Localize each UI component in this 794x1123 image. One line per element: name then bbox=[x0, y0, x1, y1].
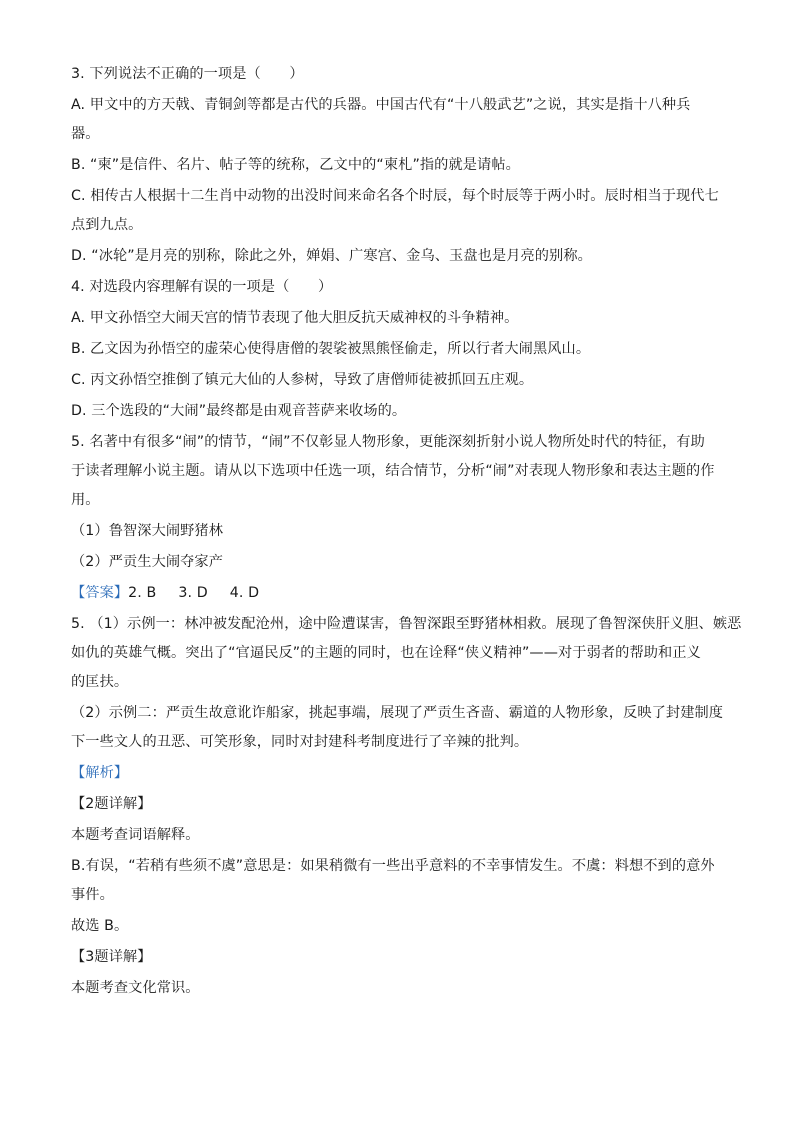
document-page bbox=[71, 64, 742, 1009]
q3-detail-intro: 本题考查文化常识。 bbox=[71, 980, 200, 996]
q5-prompt: 5. 名著中有很多“闹”的情节，“闹”不仅彰显人物形象，更能深刻折射小说人物所处时代的特征，有助 bbox=[71, 434, 705, 450]
answer-5-1: 5. （1）示例一：林冲被发配沧州，途中险遭谋害，鲁智深跟至野猪林相救。展现了鲁智深侠肝义胆、嫉恶 bbox=[71, 616, 742, 632]
q3-option-a: A. 甲文中的方天戟、青铜剑等都是古代的兵器。中国古代有“十八般武艺”之说，其实是指十八种兵 bbox=[71, 97, 691, 113]
answer-line bbox=[71, 583, 723, 603]
q4-option-b: B. 乙文因为孙悟空的虚荣心使得唐僧的袈裟被黑熊怪偷走，所以行者大闹黑风山。 bbox=[71, 341, 591, 357]
answer-5-2-cont: 下一些文人的丑恶、可笑形象，同时对封建科考制度进行了辛辣的批判。 bbox=[71, 734, 529, 750]
q5-prompt-cont: 于读者理解小说主题。请从以下选项中任选一项，结合情节，分析“闹”对表现人物形象和表达主题的作 bbox=[71, 463, 715, 479]
answer-5-1-end: 的匡扶。 bbox=[71, 674, 129, 690]
q2-detail-text-cont: 事件。 bbox=[71, 887, 114, 903]
q4-option-d: D. 三个选段的“大闹”最终都是由观音菩萨来收场的。 bbox=[71, 403, 407, 419]
answer-5-1-cont: 如仇的英雄气概。突出了“官逼民反”的主题的同时，也在诠释“侠义精神”——对于弱者的帮助和正义 bbox=[71, 645, 701, 661]
q2-detail-text: B.有误，“若稍有些须不虞”意思是：如果稍微有一些出乎意料的不幸事情发生。不虞：料想不到的意外 bbox=[71, 858, 715, 874]
q4-option-a: A. 甲文孙悟空大闹天宫的情节表现了他大胆反抗天威神权的斗争精神。 bbox=[71, 310, 519, 326]
q3-option-b: B. “柬”是信件、名片、帖子等的统称，乙文中的“柬札”指的就是请帖。 bbox=[71, 157, 520, 173]
answer-5-2: （2）示例二：严贡生故意讹诈船家，挑起事端，展现了严贡生吝啬、霸道的人物形象，反映了封建制度 bbox=[71, 705, 724, 721]
q5-option-2: （2）严贡生大闹夺家产 bbox=[71, 554, 224, 570]
q3-option-a-cont: 器。 bbox=[71, 126, 100, 142]
q2-detail-intro: 本题考查词语解释。 bbox=[71, 827, 200, 843]
q5-prompt-end: 用。 bbox=[71, 492, 100, 508]
q3-title: 3. 下列说法不正确的一项是（ ） bbox=[71, 66, 304, 82]
q3-option-c-cont: 点到九点。 bbox=[71, 217, 143, 233]
q2-detail-heading: 【2题详解】 bbox=[71, 796, 152, 812]
answer-3: 3. D bbox=[178, 585, 208, 601]
q3-detail-heading: 【3题详解】 bbox=[71, 949, 152, 965]
answer-4: 4. D bbox=[229, 585, 260, 601]
q5-option-1: （1）鲁智深大闹野猪林 bbox=[71, 523, 224, 539]
q4-title: 4. 对选段内容理解有误的一项是（ ） bbox=[71, 279, 333, 295]
q2-detail-conclusion: 故选 B。 bbox=[71, 918, 129, 934]
answer-2: 2. B bbox=[128, 585, 157, 601]
q3-option-d: D. “冰轮”是月亮的别称，除此之外，婵娟、广寒宫、金乌、玉盘也是月亮的别称。 bbox=[71, 248, 592, 264]
answer-label: 【答案】 bbox=[71, 585, 129, 601]
q3-option-c: C. 相传古人根据十二生肖中动物的出没时间来命名各个时辰，每个时辰等于两小时。辰时相当于现代七 bbox=[71, 188, 719, 204]
q4-option-c: C. 丙文孙悟空推倒了镇元大仙的人参树，导致了唐僧师徒被抓回五庄观。 bbox=[71, 372, 534, 388]
analysis-label: 【解析】 bbox=[71, 765, 129, 781]
